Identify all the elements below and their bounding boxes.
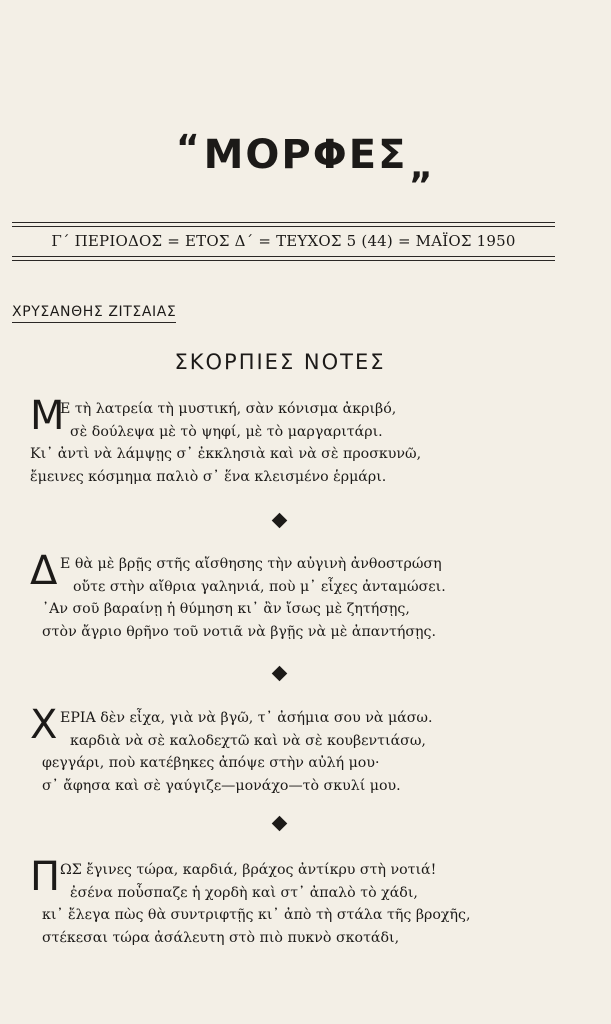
- issue-rule-top-1: [12, 222, 555, 223]
- stanza-2: [30, 548, 570, 643]
- section-divider-diamond: [272, 666, 288, 682]
- issue-rule-bottom-1: [12, 256, 555, 257]
- masthead-open-quote: “: [175, 128, 202, 169]
- stanza-dropcap: Μ: [30, 393, 65, 439]
- poem-line: ΕΡΙΑ δὲν εἶχα, γιὰ νὰ βγῶ, τ᾿ ἀσήμια σου νὰ μάσω.: [60, 710, 433, 726]
- masthead-close-quote: „: [409, 146, 436, 187]
- poem-line: ἔμεινες κόσμημα παλιὸ σ᾿ ἕνα κλεισμένο ἑρμάρι.: [30, 468, 387, 485]
- poem-line: Ε τὴ λατρεία τὴ μυστική, σὰν κόνισμα ἀκριβό,: [60, 401, 397, 417]
- author-name: ΧΡΥΣΑΝΘΗΣ ΖΙΤΣΑΙΑΣ: [12, 304, 176, 323]
- stanza-dropcap: Δ: [30, 548, 58, 594]
- poem-line: οὔτε στὴν αἴθρια γαληνιά, ποὺ μ᾿ εἶχες ἀνταμώσει.: [73, 578, 446, 595]
- issue-rule-top-2: [12, 226, 555, 227]
- poem-line: ᾿Αν σοῦ βαραίνῃ ἡ θύμηση κι᾿ ἂν ἴσως μὲ ζητήσῃς,: [42, 601, 410, 617]
- poem-line: καρδιὰ νὰ σὲ καλοδεχτῶ καὶ νὰ σὲ κουβεντιάσω,: [70, 732, 426, 749]
- poem-line: Κι᾿ ἀντὶ νὰ λάμψῃς σ᾿ ἐκκλησιὰ καὶ νὰ σὲ προσκυνῶ,: [30, 446, 422, 462]
- stanza-1: [30, 393, 570, 488]
- section-divider-diamond: [272, 816, 288, 832]
- poem-line: Ε θὰ μὲ βρῇς στῆς αἴσθησης τὴν αὐγινὴ ἀνθοστρώση: [60, 556, 442, 572]
- stanza-dropcap: Χ: [30, 702, 58, 748]
- masthead-name: ΜΟΡΦΕΣ: [203, 132, 408, 178]
- magazine-masthead: [0, 128, 611, 187]
- issue-line: Γ΄ ΠΕΡΙΟΔΟΣ = ΕΤΟΣ Δ΄ = ΤΕΥΧΟΣ 5 (44) = ΜΑΪΟΣ 1950: [51, 232, 516, 250]
- section-divider-diamond: [272, 513, 288, 529]
- stanza-3: [30, 702, 570, 797]
- stanza-4: [30, 854, 570, 949]
- poem-line: σὲ δούλεψα μὲ τὸ ψηφί, μὲ τὸ μαργαριτάρι.: [70, 423, 383, 440]
- poem-line: κι᾿ ἔλεγα πὼς θὰ συντριφτῇς κι᾿ ἀπὸ τὴ στάλα τῆς βροχῆς,: [42, 907, 471, 923]
- stanza-dropcap: Π: [30, 854, 61, 900]
- poem-line: σ᾿ ἄφησα καὶ σὲ γαύγιζε—μονάχο—τὸ σκυλί μου.: [42, 777, 401, 794]
- poem-line: στὸν ἄγριο θρῆνο τοῦ νοτιᾶ νὰ βγῇς νὰ μὲ ἀπαντήσῃς.: [42, 623, 436, 640]
- poem-line: ΩΣ ἔγινες τώρα, καρδιά, βράχος ἀντίκρυ στὴ νοτιά!: [60, 862, 437, 878]
- issue-rule-bottom-2: [12, 260, 555, 261]
- poem-title: ΣΚΟΡΠΙΕΣ ΝΟΤΕΣ: [174, 350, 386, 374]
- poem-line: στέκεσαι τώρα ἀσάλευτη στὸ πιὸ πυκνὸ σκοτάδι,: [42, 929, 400, 946]
- poem-line: φεγγάρι, ποὺ κατέβηκες ἀπόψε στὴν αὐλή μου·: [42, 755, 380, 771]
- poem-line: ἐσένα ποὖσπαζε ἡ χορδὴ καὶ στ᾿ ἀπαλὸ τὸ χάδι,: [70, 884, 418, 901]
